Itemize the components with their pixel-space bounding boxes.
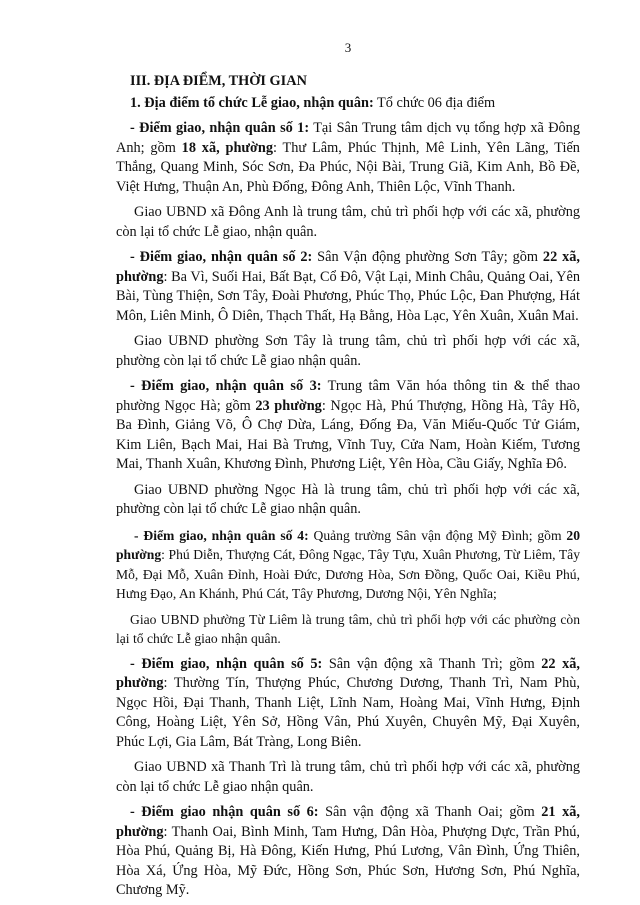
point-6-units: : Thanh Oai, Bình Minh, Tam Hưng, Dân Hòa, Phượng Dực, Trần Phú, Hòa Phú, Quảng Bị, Hà Đông, Kiến Hưng, Phú Lương, Vân Đình, Ứng Thiên, Hòa Xá, Ứng Hòa, Mỹ Đức, Hồng Sơn, Phúc Sơn, Hương Sơn, Phú Nghĩa, Chương Mỹ. (116, 823, 580, 898)
subheading-text: Tổ chức 06 địa điểm (373, 94, 496, 111)
point-2-label: - Điểm giao, nhận quân số 2: (130, 249, 313, 265)
point-3-units: : Ngọc Hà, Phú Thượng, Hồng Hà, Tây Hồ, Ba Đình, Giảng Võ, Ô Chợ Dừa, Láng, Đống Đa, Văn Miếu-Quốc Tử Giám, Kim Liên, Bạch Mai, Hai Bà Trưng, Vĩnh Tuy, Cửa Nam, Hoàn Kiếm, Tương Mai, Thanh Xuân, Khương Đình, Phương Liệt, Yên Hòa, Cầu Giấy, Nghĩa Đô. (116, 397, 580, 472)
point-1-count: 18 xã, phường (181, 139, 273, 156)
point-6-count: 21 xã, phường (116, 804, 580, 840)
point-5-paragraph (116, 655, 580, 753)
point-1-paragraph (116, 119, 580, 197)
point-6-venue: Sân vận động xã Thanh Oai; gồm (318, 804, 542, 820)
point-3-lead: Giao UBND phường Ngọc Hà là trung tâm, chủ trì phối hợp với các xã, phường còn lại tổ chức Lễ giao nhận quân. (116, 481, 580, 517)
point-1-units: : Thư Lâm, Phúc Thịnh, Mê Linh, Yên Lãng, Tiến Thắng, Quang Minh, Sóc Sơn, Đa Phúc, Nội Bài, Trung Giã, Kim Anh, Bồ Đề, Việt Hưng, Thuận An, Phù Đổng, Đông Anh, Thiên Lộc, Vĩnh Thanh. (116, 139, 580, 195)
document-body (116, 72, 580, 901)
point-3-label: - Điểm giao, nhận quân số 3: (130, 378, 322, 394)
point-5-label: - Điểm giao, nhận quân số 5: (130, 655, 323, 672)
point-4-lead: Giao UBND phường Từ Liêm là trung tâm, chủ trì phối hợp với các phường còn lại tổ chức Lễ giao nhận quân. (116, 611, 580, 646)
point-4-count: 20 phường (116, 527, 580, 562)
point-4-venue: Quảng trường Sân vận động Mỹ Đình; gồm (308, 527, 567, 543)
point-2-lead: Giao UBND phường Sơn Tây là trung tâm, chủ trì phối hợp với các xã, phường còn lại tổ chức Lễ giao nhận quân. (116, 333, 580, 369)
page-number: 3 (344, 40, 352, 55)
point-5-count: 22 xã, phường (116, 655, 580, 691)
point-2-count: 22 xã, phường (116, 249, 580, 285)
point-1-venue: Tại Sân Trung tâm dịch vụ tổng hợp xã Đông Anh; gồm (116, 120, 580, 156)
point-6-label: - Điểm giao nhận quân số 6: (130, 804, 319, 820)
point-1-lead: Giao UBND xã Đông Anh là trung tâm, chủ trì phối hợp với các xã, phường còn lại tổ chức Lễ giao, nhận quân. (116, 204, 580, 240)
point-2-paragraph (116, 248, 580, 326)
subheading-label: 1. Địa điểm tổ chức Lễ giao, nhận quân: (130, 94, 374, 111)
point-4-paragraph (116, 526, 580, 604)
point-2-venue: Sân Vận động phường Sơn Tây; gồm (312, 249, 543, 265)
point-3-paragraph (116, 377, 580, 475)
point-6-paragraph (116, 803, 580, 901)
point-5-venue: Sân vận động xã Thanh Trì; gồm (322, 655, 542, 672)
point-5-lead: Giao UBND xã Thanh Trì là trung tâm, chủ trì phối hợp với các xã, phường còn lại tổ chức Lễ giao nhận quân. (116, 759, 580, 795)
section-heading: III. ĐỊA ĐIỂM, THỜI GIAN (130, 73, 307, 89)
point-4-units: : Phú Diễn, Thượng Cát, Đông Ngạc, Tây Tựu, Xuân Phương, Từ Liêm, Tây Mỗ, Đại Mỗ, Xuân Đỉnh, Hoài Đức, Dương Hòa, Sơn Đồng, Quốc Oai, Kiều Phú, Hưng Đạo, An Khánh, Phú Cát, Tây Phương, Dương Nội, Yên Nghĩa; (116, 547, 580, 601)
point-5-units: : Thường Tín, Thượng Phúc, Chương Dương, Thanh Trì, Nam Phù, Ngọc Hồi, Đại Thanh, Thanh Liệt, Lĩnh Nam, Hoàng Mai, Vĩnh Hưng, Định Công, Hoàng Liệt, Yên Sở, Hồng Vân, Phú Xuyên, Chuyên Mỹ, Đại Xuyên, Phúc Lợi, Gia Lâm, Bát Tràng, Long Biên. (116, 675, 580, 750)
subheading-paragraph (116, 94, 580, 114)
point-3-venue: Trung tâm Văn hóa thông tin & thể thao phường Ngọc Hà; gồm (116, 378, 580, 414)
point-1-label: - Điểm giao, nhận quân số 1: (130, 120, 310, 136)
point-3-count: 23 phường (255, 397, 322, 414)
point-4-label: - Điểm giao, nhận quân số 4: (134, 527, 309, 543)
point-2-units: : Ba Vì, Suối Hai, Bất Bạt, Cổ Đô, Vật Lại, Minh Châu, Quảng Oai, Yên Bài, Tùng Thiện, Sơn Tây, Đoài Phương, Phúc Thọ, Phúc Lộc, Đan Phượng, Hát Môn, Liên Minh, Ô Diên, Thạch Thất, Hạ Bằng, Hòa Lạc, Yên Xuân, Xuân Mai. (116, 268, 580, 324)
